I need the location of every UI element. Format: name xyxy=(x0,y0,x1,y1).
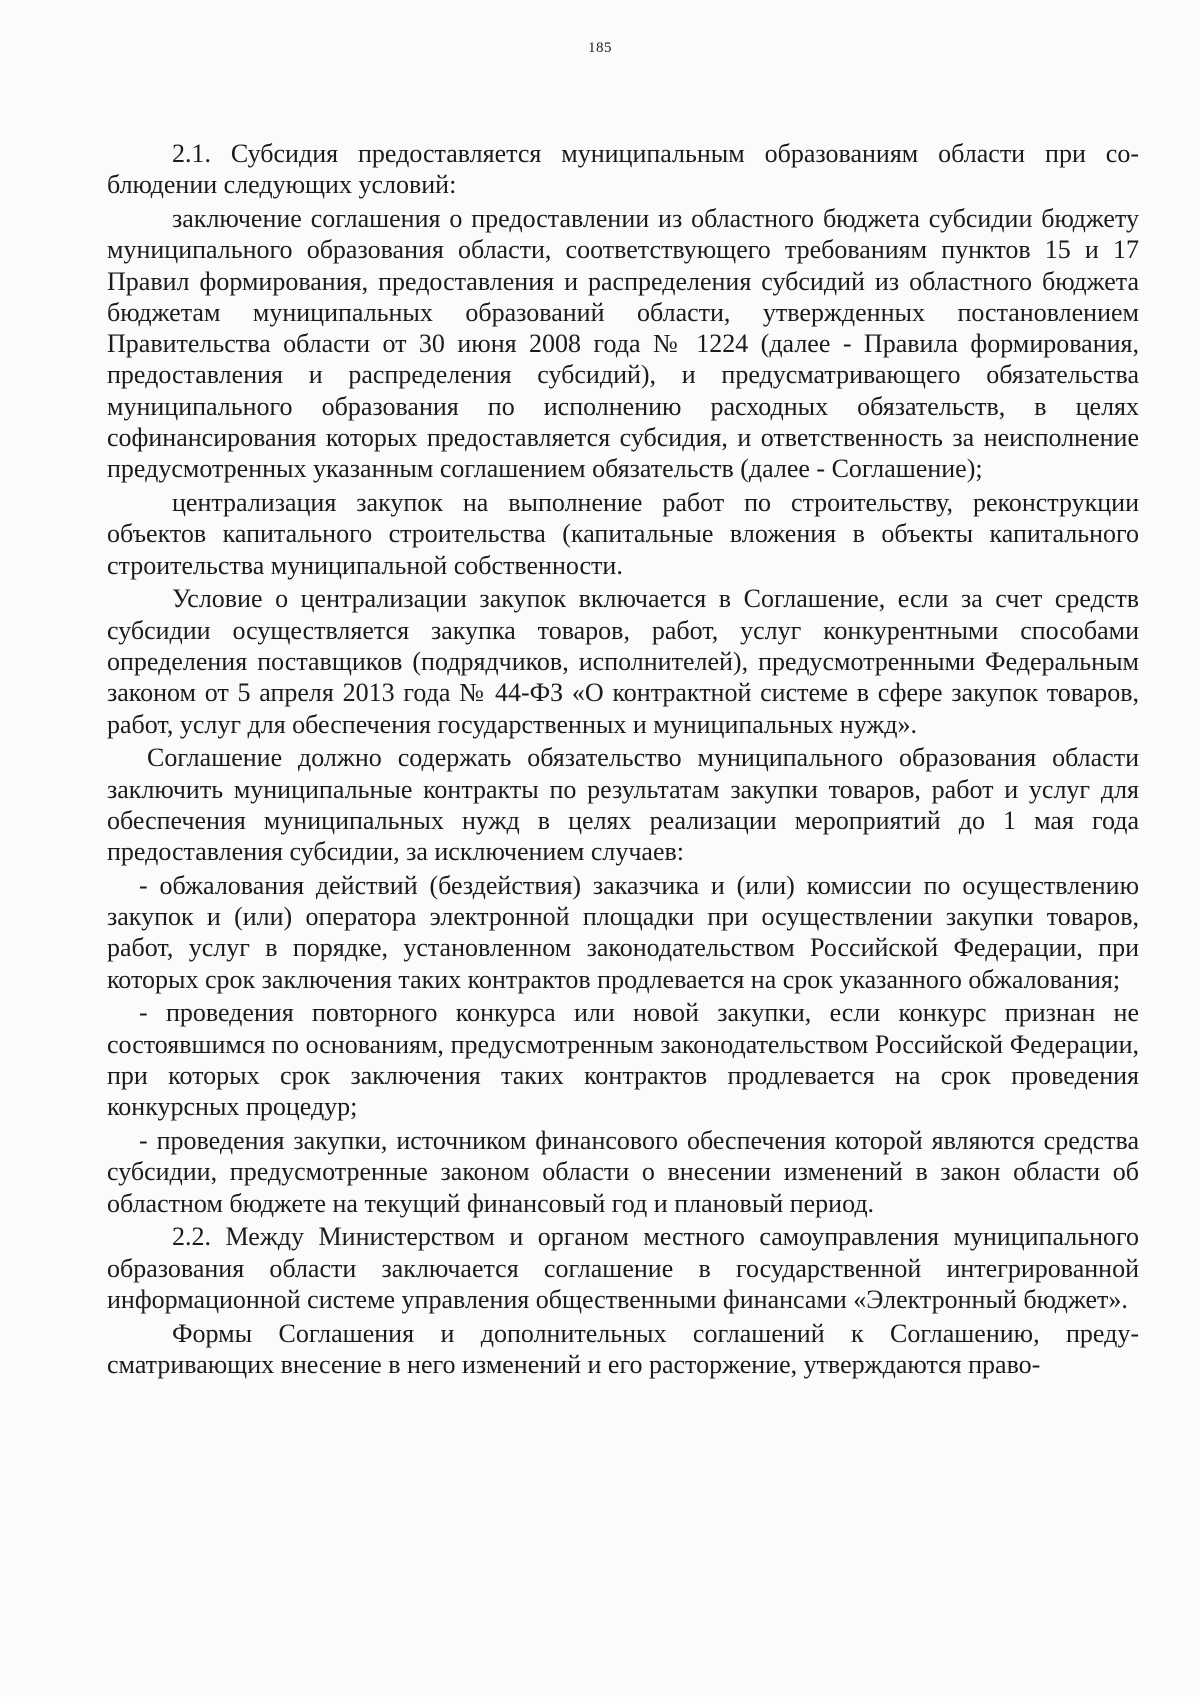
page-number: 185 xyxy=(588,40,612,56)
paragraph-2-1: 2.1. Субсидия предоставляется муниципальным образованиям области при соблюдении следующих условий: xyxy=(107,139,1139,200)
paragraph-contract-obligation: Соглашение должно содержать обязательство муниципального образования области заключить муниципальные контракты по результатам закупки товаров, работ и услуг для обеспечения муниципальных нужд в целях реализации мероприятий до 1 мая года предоставления субсидии, за исключением случаев: xyxy=(107,743,1139,867)
document-body xyxy=(107,138,1139,1382)
paragraph-centralization-condition: централизация закупок на выполнение работ по строительству, реконструкции объектов капитального строительства (капитальные вложения в объекты капитального строительства муниципальной собственности. xyxy=(107,488,1139,580)
list-item-appeal: - обжалования действий (бездействия) заказчика и (или) комиссии по осуществлению закупок и (или) оператора электронной площадки при осуществлении закупки товаров, работ, услуг в порядке, установленном законодательством Российской Федерации, при которых срок заключения таких контрактов продлевается на срок указанного обжалования; xyxy=(107,870,1139,994)
paragraph-agreement-forms: Формы Соглашения и дополнительных соглашений к Соглашению, предусматривающих внесение в него изменений и его расторжение, утверждаются право- xyxy=(107,1318,1139,1379)
paragraph-centralization-clause: Условие о централизации закупок включается в Соглашение, если за счет средств субсидии осуществляется закупка товаров, работ, услуг конкурентными способами определения поставщиков (подрядчиков, исполнителей), предусмотренными Федеральным законом от 5 апреля 2013 года № 44-ФЗ «О контрактной системе в сфере закупок товаров, работ, услуг для обеспечения государственных и муниципальных нужд». xyxy=(107,584,1139,739)
paragraph-2-2: 2.2. Между Министерством и органом местного самоуправления муниципального образования области заключается соглашение в государственной интегрированной информационной системе управления общественными финансами «Электронный бюджет». xyxy=(107,1222,1139,1314)
list-item-repeat-tender: - проведения повторного конкурса или новой закупки, если конкурс признан не состоявшимся по основаниям, предусмотренным законодательством Российской Федерации, при которых срок заключения таких контрактов продлевается на срок проведения конкурсных процедур; xyxy=(107,998,1139,1122)
list-item-budget-change: - проведения закупки, источником финансового обеспечения которой являются средства субсидии, предусмотренные законом области о внесении изменений в закон области об областном бюджете на текущий финансовый год и плановый период. xyxy=(107,1125,1139,1218)
paragraph-agreement-condition: заключение соглашения о предоставлении из областного бюджета субсидии бюджету муниципального образования области, соответствующего требованиям пунктов 15 и 17 Правил формирования, предоставления и распределения субсидий из областного бюджета бюджетам муниципальных образований области, утвержденных постановлением Правительства области от 30 июня 2008 года № 1224 (далее - Правила формирования, предоставления и распределения субсидий), и предусматривающего обязательства муниципального образования по исполнению расходных обязательств, в целях софинансирования которых предоставляется субсидия, и ответственность за неисполнение предусмотренных указанным соглашением обязательств (далее - Соглашение); xyxy=(107,203,1139,484)
